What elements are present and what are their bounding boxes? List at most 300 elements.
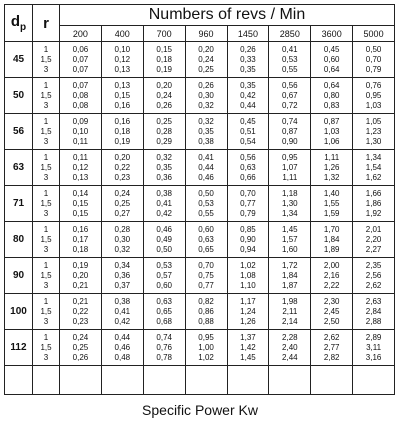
r-value: 3 (43, 244, 49, 254)
rpm-header-cell: 2850 (269, 26, 311, 42)
power-cell (60, 42, 102, 78)
power-value: 0,53 (198, 198, 214, 208)
power-cell (143, 186, 185, 222)
power-value: 1,11 (324, 152, 340, 162)
empty-cell (5, 366, 33, 395)
power-value: 0,95 (365, 90, 382, 100)
power-value: 0,50 (156, 244, 172, 254)
r-value: 1 (43, 332, 49, 342)
power-value: 0,44 (198, 162, 214, 172)
power-value: 0,95 (282, 152, 298, 162)
r-value: 1 (43, 260, 49, 270)
power-value: 0,27 (114, 208, 131, 218)
power-value: 1,42 (240, 342, 256, 352)
power-value: 2,22 (323, 280, 340, 290)
power-value: 0,25 (156, 116, 172, 126)
power-value: 1,87 (282, 280, 298, 290)
power-value: 2,35 (365, 260, 382, 270)
power-value: 0,35 (240, 80, 256, 90)
power-value: 0,70 (198, 260, 214, 270)
power-value: 0,33 (240, 54, 256, 64)
power-value: 0,63 (240, 162, 256, 172)
r-value: 1,5 (40, 270, 52, 280)
power-value: 0,41 (114, 306, 131, 316)
power-value: 1,62 (365, 172, 382, 182)
power-value: 0,67 (282, 90, 298, 100)
r-value: 1,5 (40, 306, 52, 316)
power-value: 0,76 (365, 80, 382, 90)
power-value: 0,53 (156, 260, 172, 270)
power-value: 2,44 (282, 352, 298, 362)
dp-value-cell: 56 (5, 114, 33, 150)
power-cell (227, 186, 269, 222)
dp-value-cell: 50 (5, 78, 33, 114)
power-value: 0,24 (114, 188, 131, 198)
power-value: 0,12 (72, 162, 89, 172)
power-value: 1,40 (323, 188, 340, 198)
power-cell (101, 114, 143, 150)
power-cell (269, 78, 311, 114)
power-value: 0,95 (198, 332, 214, 342)
power-value: 0,24 (72, 332, 89, 342)
r-value: 1,5 (40, 162, 52, 172)
power-value: 0,50 (365, 44, 382, 54)
power-value: 0,20 (156, 80, 172, 90)
rpm-header-cell: 400 (101, 26, 143, 42)
power-cell (311, 258, 353, 294)
power-value: 0,10 (72, 126, 89, 136)
power-value: 0,07 (72, 80, 89, 90)
power-value: 0,45 (323, 44, 340, 54)
power-value: 1,03 (323, 126, 340, 136)
power-cell (60, 294, 102, 330)
power-value: 0,57 (156, 270, 172, 280)
power-value: 0,13 (72, 172, 89, 182)
power-value: 0,26 (240, 44, 256, 54)
power-cell (227, 330, 269, 366)
power-value: 0,19 (72, 260, 89, 270)
power-cell (101, 186, 143, 222)
power-table-container (4, 4, 395, 395)
empty-cell (353, 366, 395, 395)
power-value: 0,44 (240, 100, 256, 110)
empty-cell (269, 366, 311, 395)
power-value: 0,09 (72, 116, 89, 126)
power-cell (143, 114, 185, 150)
power-value: 0,64 (323, 64, 340, 74)
r-value: 1 (43, 188, 49, 198)
power-cell (143, 222, 185, 258)
rpm-header-row (5, 26, 395, 42)
dp-value-cell: 45 (5, 42, 33, 78)
power-cell (269, 258, 311, 294)
power-value: 0,20 (114, 152, 131, 162)
power-cell (227, 222, 269, 258)
power-value: 2,16 (323, 270, 340, 280)
rpm-header-cell: 960 (185, 26, 227, 42)
power-cell (143, 294, 185, 330)
power-value: 3,16 (365, 352, 382, 362)
table-row (5, 78, 395, 114)
power-value: 1,54 (365, 162, 382, 172)
power-cell (60, 150, 102, 186)
power-value: 2,01 (365, 224, 382, 234)
power-value: 2,63 (365, 296, 382, 306)
empty-cell (33, 366, 60, 395)
power-cell (311, 150, 353, 186)
power-value: 0,28 (114, 224, 131, 234)
power-value: 0,68 (156, 316, 172, 326)
power-value: 0,90 (240, 234, 256, 244)
power-value: 0,83 (323, 100, 340, 110)
power-value: 0,53 (282, 54, 298, 64)
power-value: 0,21 (72, 296, 89, 306)
power-value: 1,32 (323, 172, 340, 182)
power-cell (185, 222, 227, 258)
power-value: 3,11 (366, 342, 382, 352)
dp-value-cell: 100 (5, 294, 33, 330)
power-cell (269, 294, 311, 330)
power-value: 0,60 (323, 54, 340, 64)
table-row (5, 330, 395, 366)
rpm-header-cell: 200 (60, 26, 102, 42)
power-value: 0,08 (72, 90, 89, 100)
power-value: 0,15 (72, 208, 89, 218)
r-value: 3 (43, 172, 49, 182)
power-value: 0,12 (114, 54, 131, 64)
header-row (5, 5, 395, 26)
power-value: 0,41 (282, 44, 298, 54)
r-values-cell (33, 294, 60, 330)
power-cell (353, 186, 395, 222)
power-value: 1,11 (282, 172, 298, 182)
power-value: 1,86 (365, 198, 382, 208)
power-value: 0,26 (198, 80, 214, 90)
power-cell (353, 258, 395, 294)
power-cell (311, 330, 353, 366)
power-value: 0,10 (114, 44, 131, 54)
dp-value-cell: 63 (5, 150, 33, 186)
power-value: 0,06 (72, 44, 89, 54)
power-value: 0,16 (114, 100, 131, 110)
r-values-cell (33, 114, 60, 150)
r-value: 1,5 (40, 342, 52, 352)
power-cell (311, 114, 353, 150)
power-value: 2,00 (323, 260, 340, 270)
power-cell (143, 42, 185, 78)
power-value: 0,11 (72, 152, 88, 162)
power-value: 1,23 (365, 126, 382, 136)
table-row (5, 294, 395, 330)
power-value: 1,06 (323, 136, 340, 146)
power-value: 0,17 (72, 234, 89, 244)
power-value: 0,16 (114, 116, 131, 126)
power-cell (353, 114, 395, 150)
dp-subscript: p (20, 22, 27, 33)
power-value: 0,37 (114, 280, 131, 290)
power-cell (227, 42, 269, 78)
power-cell (353, 150, 395, 186)
power-cell (185, 330, 227, 366)
power-cell (101, 150, 143, 186)
power-value: 0,82 (198, 296, 214, 306)
power-value: 0,29 (156, 136, 172, 146)
power-value: 0,28 (156, 126, 172, 136)
power-value: 0,36 (114, 270, 131, 280)
r-value: 3 (43, 100, 49, 110)
power-value: 0,24 (156, 90, 172, 100)
power-value: 0,25 (114, 198, 131, 208)
power-value: 0,46 (156, 224, 172, 234)
empty-cell (311, 366, 353, 395)
power-value: 0,35 (240, 64, 256, 74)
power-cell (60, 222, 102, 258)
power-value: 1,45 (240, 352, 256, 362)
power-value: 0,44 (114, 332, 131, 342)
power-value: 2,40 (282, 342, 298, 352)
power-value: 0,36 (156, 172, 172, 182)
power-cell (185, 186, 227, 222)
r-values-cell (33, 150, 60, 186)
power-value: 0,38 (156, 188, 172, 198)
power-value: 1,34 (282, 208, 298, 218)
power-value: 0,41 (156, 198, 172, 208)
power-value: 0,08 (72, 100, 89, 110)
r-values-cell (33, 330, 60, 366)
power-value: 1,84 (282, 270, 298, 280)
power-value: 1,30 (282, 198, 298, 208)
power-value: 0,49 (156, 234, 172, 244)
power-value: 1,30 (365, 136, 382, 146)
power-value: 0,65 (156, 306, 172, 316)
power-value: 0,26 (156, 100, 172, 110)
power-value: 0,32 (114, 244, 131, 254)
r-values-cell (33, 258, 60, 294)
power-value: 0,90 (282, 136, 298, 146)
power-value: 0,65 (198, 244, 214, 254)
r-value: 1 (43, 224, 49, 234)
power-value: 0,88 (198, 316, 214, 326)
power-value: 0,79 (365, 64, 382, 74)
power-value: 2,28 (282, 332, 298, 342)
power-cell (353, 330, 395, 366)
dp-header (5, 5, 33, 42)
power-value: 0,64 (323, 80, 340, 90)
power-cell (60, 186, 102, 222)
power-cell (185, 150, 227, 186)
power-cell (143, 78, 185, 114)
rpm-header-cell: 1450 (227, 26, 269, 42)
power-value: 0,94 (240, 244, 256, 254)
empty-cell (185, 366, 227, 395)
power-value: 0,15 (72, 198, 89, 208)
power-value: 0,24 (198, 54, 214, 64)
power-value: 1,84 (323, 234, 340, 244)
power-cell (227, 150, 269, 186)
r-value: 1,5 (40, 54, 52, 64)
r-values-cell (33, 78, 60, 114)
power-value: 0,25 (72, 342, 89, 352)
power-value: 1,07 (282, 162, 298, 172)
dp-value-cell: 80 (5, 222, 33, 258)
power-cell (227, 258, 269, 294)
power-value: 1,98 (282, 296, 298, 306)
power-value: 1,34 (365, 152, 382, 162)
r-value: 3 (43, 280, 49, 290)
power-value: 0,38 (198, 136, 214, 146)
power-value: 0,76 (156, 342, 172, 352)
power-value: 0,85 (240, 224, 256, 234)
power-value: 0,46 (198, 172, 214, 182)
power-value: 0,72 (282, 100, 298, 110)
power-value: 0,60 (198, 224, 214, 234)
power-value: 1,26 (240, 316, 256, 326)
power-cell (143, 150, 185, 186)
power-value: 0,80 (323, 90, 340, 100)
power-value: 0,32 (198, 116, 214, 126)
power-value: 1,24 (240, 306, 256, 316)
power-value: 0,30 (114, 234, 131, 244)
r-value: 1 (43, 152, 49, 162)
power-value: 0,63 (198, 234, 214, 244)
power-cell (269, 330, 311, 366)
power-cell (269, 42, 311, 78)
power-value: 0,34 (114, 260, 131, 270)
power-cell (185, 294, 227, 330)
power-value: 0,41 (198, 152, 214, 162)
power-value: 2,27 (365, 244, 382, 254)
power-value: 0,70 (240, 188, 256, 198)
power-cell (101, 330, 143, 366)
power-value: 0,78 (156, 352, 172, 362)
power-value: 0,42 (114, 316, 131, 326)
power-value: 0,77 (240, 198, 256, 208)
empty-cell (143, 366, 185, 395)
power-cell (60, 330, 102, 366)
power-cell (185, 78, 227, 114)
power-value: 2,62 (365, 280, 382, 290)
r-values-cell (33, 222, 60, 258)
power-value: 2,62 (323, 332, 340, 342)
r-value: 1,5 (40, 126, 52, 136)
power-value: 0,38 (114, 296, 131, 306)
power-value: 0,32 (156, 152, 172, 162)
power-value: 1,55 (323, 198, 340, 208)
power-value: 0,11 (72, 136, 88, 146)
empty-row (5, 366, 395, 395)
power-value: 1,02 (198, 352, 214, 362)
power-cell (143, 330, 185, 366)
table-row (5, 42, 395, 78)
power-value: 0,23 (114, 172, 131, 182)
power-value: 0,77 (198, 280, 214, 290)
r-value: 1 (43, 80, 49, 90)
power-value: 1,00 (198, 342, 214, 352)
power-cell (269, 222, 311, 258)
power-value: 0,18 (72, 244, 89, 254)
power-value: 0,23 (72, 316, 89, 326)
rpm-header-cell: 700 (143, 26, 185, 42)
power-value: 0,54 (240, 136, 256, 146)
power-cell (353, 222, 395, 258)
r-value: 1,5 (40, 90, 52, 100)
power-value: 1,66 (365, 188, 382, 198)
power-value: 0,30 (198, 90, 214, 100)
power-value: 0,18 (114, 126, 131, 136)
dp-value-cell: 90 (5, 258, 33, 294)
r-value: 3 (43, 208, 49, 218)
power-value: 0,19 (156, 64, 172, 74)
power-value: 0,87 (282, 126, 298, 136)
r-value: 1 (43, 116, 49, 126)
power-value: 1,17 (240, 296, 256, 306)
power-value: 0,26 (72, 352, 89, 362)
power-value: 2,89 (365, 332, 382, 342)
power-value: 0,07 (72, 54, 89, 64)
power-value: 0,35 (156, 162, 172, 172)
power-cell (269, 150, 311, 186)
power-cell (185, 114, 227, 150)
dp-value-cell: 112 (5, 330, 33, 366)
power-cell (311, 42, 353, 78)
table-row (5, 258, 395, 294)
power-value: 0,13 (114, 80, 131, 90)
power-value: 0,74 (156, 332, 172, 342)
power-value: 1,89 (323, 244, 340, 254)
power-value: 0,22 (114, 162, 131, 172)
power-value: 1,72 (282, 260, 298, 270)
power-value: 2,56 (365, 270, 382, 280)
power-value: 0,48 (114, 352, 131, 362)
power-cell (101, 222, 143, 258)
power-value: 0,15 (156, 44, 172, 54)
power-value: 0,42 (156, 208, 172, 218)
power-value: 0,46 (114, 342, 131, 352)
power-cell (353, 294, 395, 330)
power-value: 0,86 (198, 306, 214, 316)
power-value: 0,42 (240, 90, 256, 100)
power-value: 0,55 (198, 208, 214, 218)
rpm-header-cell: 3600 (311, 26, 353, 42)
power-value: 0,70 (365, 54, 382, 64)
power-cell (269, 186, 311, 222)
empty-cell (101, 366, 143, 395)
power-value: 0,14 (72, 188, 89, 198)
r-value: 3 (43, 316, 49, 326)
power-value: 1,92 (365, 208, 382, 218)
power-value: 2,84 (365, 306, 382, 316)
power-value: 1,60 (282, 244, 298, 254)
empty-cell (227, 366, 269, 395)
power-value: 0,21 (72, 280, 89, 290)
rpm-header-cell: 5000 (353, 26, 395, 42)
power-value: 0,19 (114, 136, 131, 146)
r-values-cell (33, 186, 60, 222)
power-value: 0,60 (156, 280, 172, 290)
r-value: 3 (43, 64, 49, 74)
table-row (5, 150, 395, 186)
power-value: 0,20 (72, 270, 89, 280)
power-value: 2,14 (282, 316, 298, 326)
table-row (5, 186, 395, 222)
r-value: 1 (43, 296, 49, 306)
r-header: r (33, 5, 60, 42)
power-value: 1,37 (240, 332, 256, 342)
power-value: 0,25 (198, 64, 214, 74)
power-value: 0,56 (282, 80, 298, 90)
power-value: 0,20 (198, 44, 214, 54)
dp-symbol: d (10, 13, 21, 30)
